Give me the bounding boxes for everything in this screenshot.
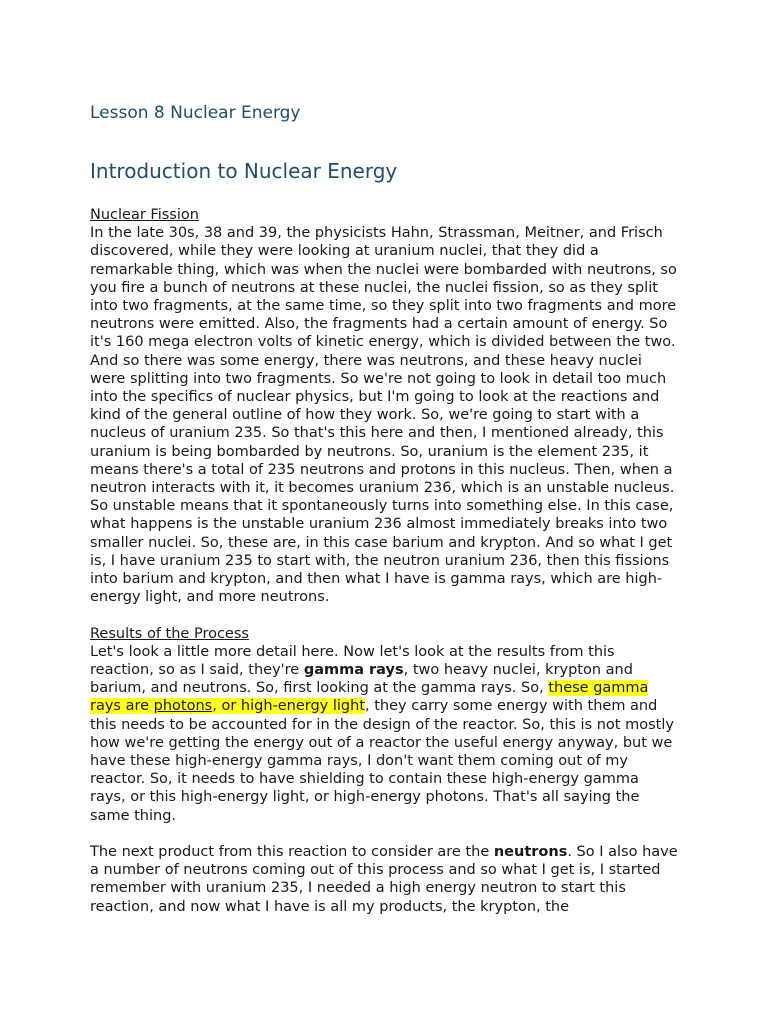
photons-underlined: photons [153, 698, 213, 715]
paragraph-gap [90, 825, 678, 843]
gamma-rays-bold: gamma rays [303, 662, 404, 679]
highlight-text-2: , or high-energy light [212, 698, 366, 715]
paragraph-gap [90, 606, 678, 624]
lesson-title: Lesson 8 Nuclear Energy [90, 103, 301, 123]
nuclear-fission-paragraph: In the late 30s, 38 and 39, the physicists Hahn, Strassman, Meitner, and Frisch discovered, while they were looking at uranium nuclei, that they did a remarkable thing, which was when the nuclei were bombarded with neutrons, so you fire a bunch of neutrons at these nuclei, the nuclei fission, so as they split into two fragments, at the same time, so they split into two fragments and more neutrons were emitted. Also, the fragments had a certain amount of energy. So it's 160 mega electron volts of kinetic energy, which is divided between the two. And so there was some energy, there was neutrons, and these heavy nuclei were splitting into two fragments. So we're not going to look in detail too much into the specifics of nuclear physics, but I'm going to look at the reactions and kind of the general outline of how they work. So, we're going to start with a nucleus of uranium 235. So that's this here and then, I mentioned already, this uranium is being bombarded by neutrons. So, uranium is the element 235, it means there's a total of 235 neutrons and protons in this nucleus. Then, when a neutron interacts with it, it becomes uranium 236, which is an unstable nucleus. So unstable means that it spontaneously turns into something else. In this case, what happens is the unstable uranium 236 almost immediately breaks into two smaller nuclei. So, these are, in this case barium and krypton. And so what I get is, I have uranium 235 to start with, the neutron uranium 236, then this fissions into barium and krypton, and then what I have is gamma rays, which are high-energy light, and more neutrons. [90, 225, 677, 606]
results-text-3: , they carry some energy with them and this needs to be accounted for in the design of the reactor. So, this is not mostly how we're getting the energy out of a reactor the useful energy anyway, but we have these high-energy gamma rays, I don't want them coming out of my reactor. So, it needs to have shielding to contain these high-energy gamma rays, or this high-energy light, or high-energy photons. That's all saying the same thing. [90, 698, 674, 824]
results-text-1: Let's look a little more detail here. Now let's look at the results from this reaction, so as I said, they're [90, 643, 615, 679]
results-text-2: , two heavy nuclei, krypton and barium, and neutrons. So, first looking at the gamma rays. So, [90, 662, 633, 697]
nuclear-fission-heading: Nuclear Fission [90, 207, 199, 223]
highlight-text-1: these gamma rays are [90, 680, 649, 715]
neutrons-bold: neutrons [493, 844, 568, 861]
results-text-4: The next product from this reaction to consider are the [90, 844, 494, 861]
results-paragraph-1 [90, 643, 678, 825]
results-paragraph-2 [90, 843, 678, 916]
section-title: Introduction to Nuclear Energy [90, 159, 398, 183]
results-text-5: . So I also have a number of neutrons coming out of this process and so what I get is, I started remember with uranium 235, I needed a high energy neutron to start this reaction, and now what I have is all my products, the krypton, the [90, 844, 678, 915]
results-heading: Results of the Process [90, 625, 249, 642]
